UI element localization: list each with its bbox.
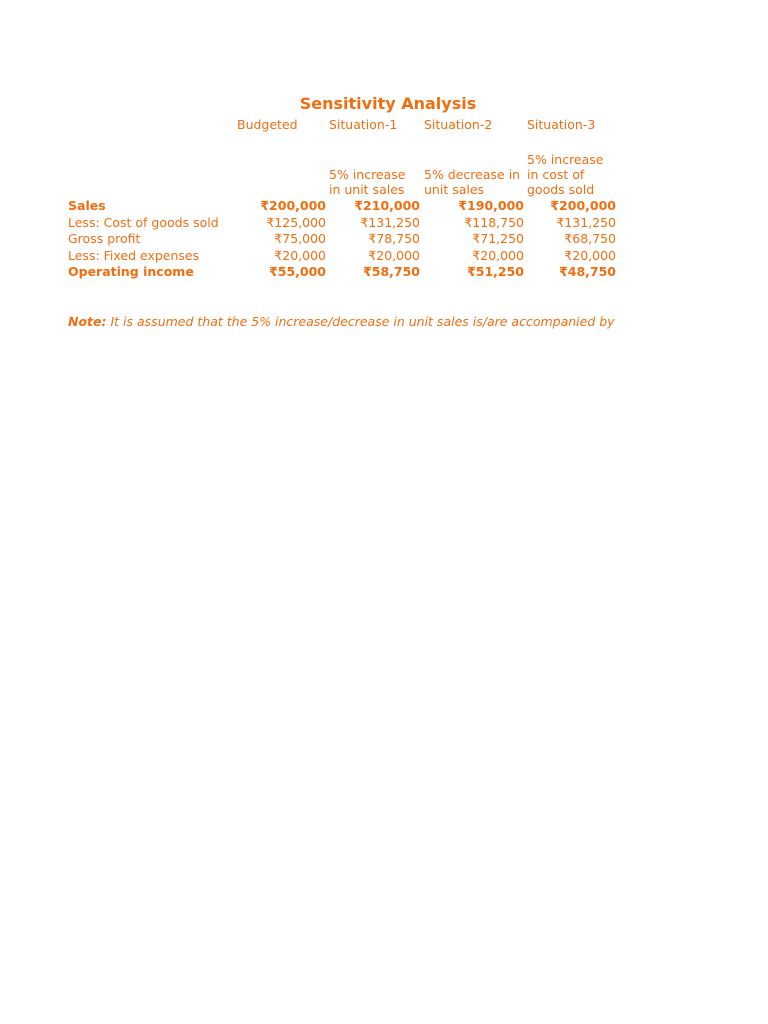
- footnote: [68, 314, 615, 329]
- column-heading-budgeted: Budgeted: [237, 117, 298, 132]
- description-line: goods sold: [527, 182, 595, 197]
- cell-situation-2: ₹71,250: [472, 231, 524, 246]
- cell-budgeted: ₹55,000: [269, 264, 326, 279]
- table-row-cost-of-goods-sold: [68, 215, 618, 231]
- cell-situation-3: ₹20,000: [564, 248, 616, 263]
- cell-budgeted: ₹75,000: [274, 231, 326, 246]
- cell-situation-3: ₹200,000: [550, 198, 616, 213]
- cell-situation-2: ₹51,250: [467, 264, 524, 279]
- cell-situation-2: ₹20,000: [472, 248, 524, 263]
- row-label: Less: Fixed expenses: [68, 248, 200, 263]
- cell-situation-1: ₹210,000: [354, 198, 420, 213]
- column-heading-situation-3: Situation-3: [527, 117, 596, 132]
- footnote-text: It is assumed that the 5% increase/decrease in unit sales is/are accompanied by: [106, 314, 615, 329]
- cell-situation-3: ₹131,250: [556, 215, 616, 230]
- cell-situation-1: ₹20,000: [368, 248, 420, 263]
- cell-situation-2: ₹190,000: [458, 198, 524, 213]
- cell-situation-1: ₹131,250: [360, 215, 420, 230]
- cell-budgeted: ₹125,000: [266, 215, 326, 230]
- column-description-situation-1: [329, 167, 406, 197]
- column-heading-situation-1: Situation-1: [329, 117, 398, 132]
- table-row-gross-profit: [68, 231, 618, 247]
- cell-situation-1: ₹78,750: [368, 231, 420, 246]
- description-line: 5% increase: [329, 167, 406, 182]
- description-line: in unit sales: [329, 182, 405, 197]
- row-label: Operating income: [68, 264, 194, 279]
- cell-budgeted: ₹200,000: [260, 198, 326, 213]
- cell-situation-3: ₹68,750: [564, 231, 616, 246]
- table-row-operating-income: [68, 264, 618, 280]
- page-title: Sensitivity Analysis: [299, 94, 477, 113]
- description-line: 5% increase: [527, 152, 604, 167]
- cell-situation-3: ₹48,750: [559, 264, 616, 279]
- cell-budgeted: ₹20,000: [274, 248, 326, 263]
- footnote-lead: Note:: [68, 314, 107, 329]
- column-description-situation-2: [424, 167, 520, 197]
- cell-situation-1: ₹58,750: [363, 264, 420, 279]
- column-description-situation-3: [527, 152, 604, 197]
- description-line: 5% decrease in: [424, 167, 521, 182]
- table-row-sales: [68, 198, 618, 214]
- description-line: unit sales: [424, 182, 485, 197]
- row-label: Less: Cost of goods sold: [68, 215, 219, 230]
- description-line: in cost of: [527, 167, 585, 182]
- row-label: Sales: [68, 198, 106, 213]
- cell-situation-2: ₹118,750: [464, 215, 524, 230]
- column-heading-situation-2: Situation-2: [424, 117, 493, 132]
- table-row-fixed-expenses: [68, 248, 618, 264]
- row-label: Gross profit: [68, 231, 141, 246]
